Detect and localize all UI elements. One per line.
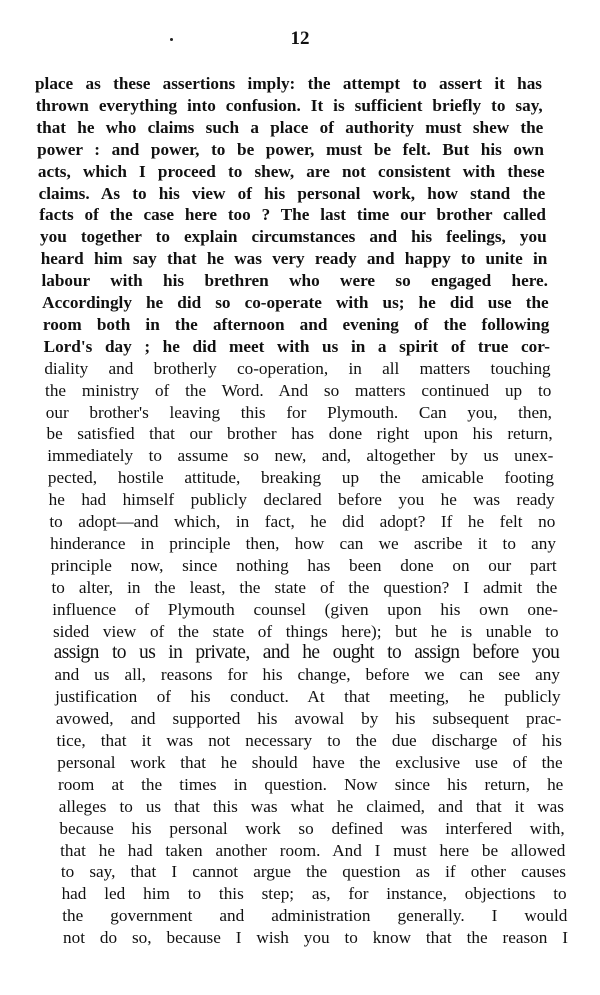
text-line: justification of his conduct. At that meeting, he publicly xyxy=(55,687,561,707)
text-line: to adopt—and which, in fact, he did adopt? If he felt no xyxy=(49,512,556,531)
text-line: influence of Plymouth counsel (given upon his own one- xyxy=(52,599,558,619)
text-line: room both in the afternoon and evening of the following xyxy=(42,314,550,334)
text-line: had led him to this step; as, for instance, objections to xyxy=(61,884,567,904)
text-line: acts, which I proceed to shew, are not consistent with these xyxy=(37,161,545,181)
text-line: sided view of the state of things here); but he is unable to xyxy=(52,621,559,641)
text-line: Accordingly he did so co-operate with us; he did use the xyxy=(42,293,549,312)
text-line: labour with his brethren who were so engaged here. xyxy=(41,271,548,291)
text-line: you together to explain circumstances and his feelings, you xyxy=(40,227,547,247)
text-line: to say, that I cannot argue the question as if other causes xyxy=(60,862,566,882)
text-line: avowed, and supported his avowal by his subsequent prac- xyxy=(55,709,562,729)
text-line: diality and brotherly co-operation, in all matters touching xyxy=(44,358,551,378)
text-line: personal work that he should have the exclusive use of the xyxy=(57,752,563,772)
text-line: assign to us in private, and he ought to assign before you xyxy=(53,642,560,664)
text-line: power : and power, to be power, must be felt. But his own xyxy=(37,139,544,159)
text-line: because his personal work so defined was interfered with, xyxy=(59,818,565,838)
text-line: place as these assertions imply: the attempt to assert it has xyxy=(35,74,542,93)
text-line: Lord's day ; he did meet with us in a spirit of true cor- xyxy=(43,336,550,356)
text-line: and us all, reasons for his change, before we can see any xyxy=(54,665,560,685)
text-line: our brother's leaving this for Plymouth. Can you, then, xyxy=(45,402,552,422)
text-line: room at the times in question. Now since his return, he xyxy=(57,774,564,794)
text-line: he had himself publicly declared before you he was ready xyxy=(48,490,555,510)
text-line: that he who claims such a place of authority must shew the xyxy=(36,117,544,137)
text-line: that he had taken another room. And I must here be allowed xyxy=(60,840,566,860)
text-line: be satisfied that our brother has done right upon his return, xyxy=(46,424,553,444)
page-number: 12 xyxy=(290,28,310,49)
text-line: thrown everything into confusion. It is sufficient briefly to say, xyxy=(35,95,543,115)
text-line: immediately to assume so new, and, altogether by us unex- xyxy=(47,446,554,466)
text-line: tice, that it was not necessary to the due discharge of his xyxy=(56,731,562,750)
text-line: principle now, since nothing has been done on our part xyxy=(50,555,557,575)
text-line: alleges to us that this was what he claimed, and that it was xyxy=(58,796,564,816)
text-line: to alter, in the least, the state of the question? I admit the xyxy=(51,577,558,597)
text-line: pected, hostile attitude, breaking up the amicable footing xyxy=(47,468,554,488)
text-line: facts of the case here too ? The last time our brother called xyxy=(39,205,546,225)
text-line: claims. As to his view of his personal work, how stand the xyxy=(38,183,546,203)
text-line: hinderance in principle then, how can we ascribe it to any xyxy=(50,533,556,553)
text-line: the government and administration generally. I would xyxy=(62,906,568,926)
text-line: heard him say that he was very ready and happy to unite in xyxy=(40,249,548,269)
text-line: the ministry of the Word. And so matters continued up to xyxy=(45,380,552,400)
text-line: not do so, because I wish you to know that the reason I xyxy=(63,928,568,948)
